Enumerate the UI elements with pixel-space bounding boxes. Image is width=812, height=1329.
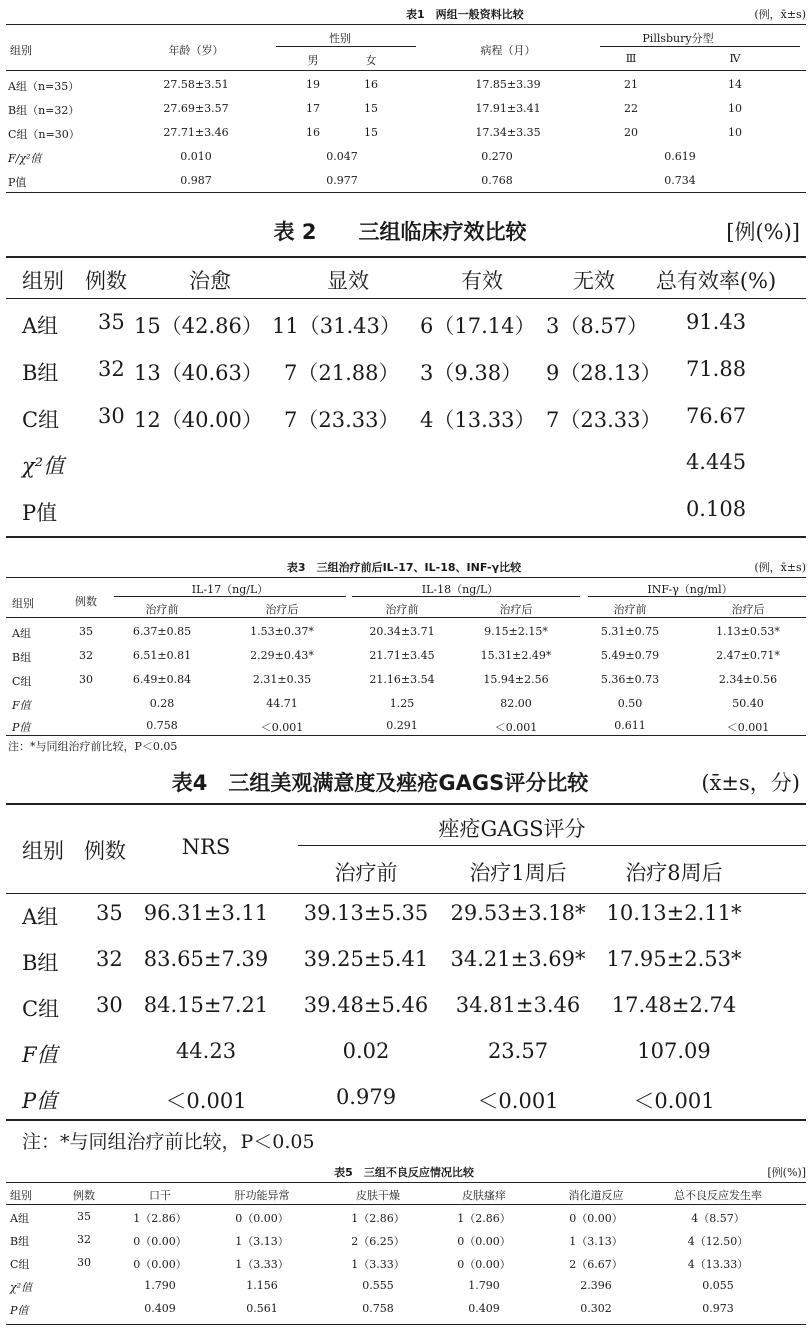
t1-cell: 0.047 [326, 150, 358, 163]
t5-cell: B组 [10, 1235, 30, 1248]
t5-cell: 1.790 [468, 1279, 500, 1292]
t5-cell: 0（0.00） [457, 1235, 511, 1248]
table-2 [0, 210, 812, 540]
t1-cell: 0.619 [664, 150, 696, 163]
t2-cell: 7（23.33） [546, 408, 662, 432]
t5-cell: 2（6.67） [569, 1258, 623, 1271]
t1-cell: 21 [624, 78, 638, 91]
t2-cell: 9（28.13） [546, 361, 662, 385]
t1-cell: 0.977 [326, 174, 358, 187]
t5-cell: 1（3.33） [235, 1258, 289, 1271]
t1-cell: 14 [728, 78, 742, 91]
t1-h-sex: 性别 [329, 32, 351, 45]
t5-cell: 0.302 [580, 1302, 612, 1315]
t2-cell: 4.445 [685, 450, 747, 474]
t5-cell: 4（8.57） [691, 1212, 745, 1225]
t3-cell: 0.291 [386, 719, 418, 732]
t4-cell: C组 [22, 997, 60, 1021]
t3-cell: ＜0.001 [494, 721, 538, 734]
t4-h-w1: 治疗1周后 [469, 861, 567, 885]
t5-cell: 35 [77, 1210, 91, 1223]
t2-cell: 3（9.38） [420, 361, 523, 385]
table-4 [0, 765, 812, 1155]
table-2-caption: 表 2 三组临床疗效比较 [273, 220, 527, 244]
t2-cell: 4（13.33） [420, 408, 536, 432]
t5-cell: 0（0.00） [235, 1212, 289, 1225]
t4-cell: 34.21±3.69* [450, 947, 586, 971]
t1-cell: P值 [8, 176, 27, 189]
t3-cell: ＜0.001 [260, 721, 304, 734]
t4-cell: B组 [22, 951, 59, 975]
table-5 [0, 1160, 812, 1329]
table-4-note: 注：*与同组治疗前比较，P＜0.05 [22, 1131, 315, 1153]
t5-h-cell: 肝功能异常 [234, 1189, 290, 1202]
t1-cell: 27.69±3.57 [163, 102, 229, 115]
t4-h-pre: 治疗前 [334, 861, 398, 885]
t2-cell: B组 [22, 361, 59, 385]
t3-h-post: 治疗后 [731, 603, 765, 616]
t4-h-nrs: NRS [181, 835, 231, 859]
t3-cell: 5.49±0.79 [600, 649, 660, 662]
t3-cell: 1.13±0.53* [716, 625, 780, 638]
t2-cell: C组 [22, 408, 60, 432]
t3-cell: C组 [12, 675, 32, 688]
t1-cell: 0.768 [481, 174, 513, 187]
t5-cell: 0.561 [246, 1302, 278, 1315]
t5-cell: 0.055 [702, 1279, 734, 1292]
t2-cell: 0.108 [685, 497, 747, 521]
t1-cell: 0.010 [180, 150, 212, 163]
t3-cell: 35 [79, 625, 93, 638]
t1-h-course: 病程（月） [480, 44, 536, 57]
t2-cell: 30 [98, 404, 125, 428]
t3-cell: 21.71±3.45 [369, 649, 435, 662]
t3-cell: 9.15±2.15* [484, 625, 548, 638]
t2-h-cured: 治愈 [189, 269, 231, 293]
t1-cell: 19 [306, 78, 320, 91]
t5-cell: C组 [10, 1258, 30, 1271]
t5-cell: 2（6.25） [351, 1235, 405, 1248]
t5-h-cell: 皮肤干燥 [356, 1189, 400, 1202]
t1-h-age: 年龄（岁） [168, 44, 224, 57]
t5-h-cell: 口干 [149, 1189, 171, 1202]
t5-cell: 1（2.86） [351, 1212, 405, 1225]
t3-cell: 1.25 [389, 697, 415, 710]
t3-h-inf: INF-γ（ng/ml） [647, 583, 733, 596]
t4-cell: ＜0.001 [477, 1089, 559, 1113]
table-3-note: 注：*与同组治疗前比较，P＜0.05 [8, 740, 178, 753]
t1-cell: 10 [728, 102, 742, 115]
t4-cell: 96.31±3.11 [143, 901, 269, 925]
t2-cell: 32 [98, 357, 125, 381]
t3-cell: 2.47±0.71* [716, 649, 780, 662]
t3-cell: 20.34±3.71 [369, 625, 435, 638]
t1-cell: F/χ²值 [8, 152, 42, 165]
t5-cell: 1（3.13） [569, 1235, 623, 1248]
table-1-caption: 表1 两组一般资料比较 [406, 8, 524, 21]
t2-h-group: 组别 [22, 269, 64, 293]
t5-cell: 1（3.33） [351, 1258, 405, 1271]
t1-h-p4: Ⅳ [729, 52, 741, 65]
t3-cell: P值 [12, 721, 31, 734]
t5-h-cell: 消化道反应 [568, 1189, 624, 1202]
t1-cell: 17.91±3.41 [475, 102, 541, 115]
t1-cell: 17.85±3.39 [475, 78, 541, 91]
t4-cell: ＜0.001 [633, 1089, 715, 1113]
t5-cell: 1.790 [144, 1279, 176, 1292]
t3-h-post: 治疗后 [265, 603, 299, 616]
t2-h-effective: 有效 [461, 269, 503, 293]
t5-cell: 1（3.13） [235, 1235, 289, 1248]
t3-cell: 50.40 [732, 697, 764, 710]
t4-cell: 0.979 [335, 1085, 397, 1109]
t5-h-cell: 总不良反应发生率 [674, 1189, 762, 1202]
t4-cell: 17.95±2.53* [606, 947, 742, 971]
t3-cell: 15.94±2.56 [483, 673, 549, 686]
t1-cell: 15 [364, 102, 378, 115]
t3-cell: 82.00 [500, 697, 532, 710]
t5-cell: 0.758 [362, 1302, 394, 1315]
table-5-unit: [例(%)] [767, 1166, 806, 1179]
t2-cell: 11（31.43） [272, 314, 401, 338]
t2-cell: 13（40.63） [134, 361, 263, 385]
t3-cell: A组 [12, 627, 31, 640]
t4-h-group: 组别 [22, 839, 64, 863]
t2-cell: 35 [98, 310, 125, 334]
t5-cell: 0.409 [144, 1302, 176, 1315]
t1-cell: 0.734 [664, 174, 696, 187]
t1-cell: 10 [728, 126, 742, 139]
t1-cell: 27.58±3.51 [163, 78, 229, 91]
t5-cell: 1.156 [246, 1279, 278, 1292]
t2-h-invalid: 无效 [573, 269, 615, 293]
t3-cell: 6.51±0.81 [132, 649, 192, 662]
t3-cell: 0.28 [149, 697, 175, 710]
t5-cell: 4（13.33） [687, 1258, 749, 1271]
t1-cell: A组（n=35） [8, 80, 80, 93]
t4-cell: A组 [22, 905, 59, 929]
t2-cell: χ²值 [22, 454, 65, 478]
t4-cell: 10.13±2.11* [606, 901, 742, 925]
t5-cell: 1（2.86） [133, 1212, 187, 1225]
t2-h-n: 例数 [85, 269, 127, 293]
t3-cell: 0.50 [617, 697, 643, 710]
t3-h-n: 例数 [75, 595, 97, 608]
t1-h-pills: Pillsbury分型 [642, 32, 714, 45]
t4-cell: 32 [96, 947, 123, 971]
t3-cell: 5.36±0.73 [600, 673, 660, 686]
t4-cell: P值 [22, 1089, 58, 1113]
t5-cell: 0（0.00） [133, 1235, 187, 1248]
t5-cell: A组 [10, 1212, 29, 1225]
t2-cell: 3（8.57） [546, 314, 649, 338]
t5-cell: χ²值 [10, 1281, 33, 1294]
t1-h-p3: Ⅲ [625, 52, 637, 65]
t4-cell: 39.48±5.46 [303, 993, 429, 1017]
t2-cell: 6（17.14） [420, 314, 536, 338]
t3-h-pre: 治疗前 [145, 603, 179, 616]
t4-cell: F值 [22, 1043, 58, 1067]
t3-h-il18: IL-18（ng/L） [421, 583, 499, 596]
t5-cell: 2.396 [580, 1279, 612, 1292]
t3-cell: 0.758 [146, 719, 178, 732]
t5-cell: 30 [77, 1256, 91, 1269]
t1-cell: 16 [306, 126, 320, 139]
t3-cell: B组 [12, 651, 32, 664]
t1-cell: 20 [624, 126, 638, 139]
t4-cell: 35 [96, 901, 123, 925]
t4-cell: 23.57 [487, 1039, 549, 1063]
t5-cell: P值 [10, 1304, 29, 1317]
t2-h-total: 总有效率(%) [655, 269, 777, 293]
table-4-unit: (x̄±s，分) [701, 771, 800, 795]
t5-h-cell: 组别 [10, 1189, 32, 1202]
table-3 [0, 555, 812, 755]
t2-cell: 7（23.33） [284, 408, 400, 432]
t4-h-w8: 治疗8周后 [625, 861, 723, 885]
t4-cell: 30 [96, 993, 123, 1017]
t3-cell: 2.34±0.56 [718, 673, 778, 686]
t3-cell: 21.16±3.54 [369, 673, 435, 686]
t3-h-post: 治疗后 [499, 603, 533, 616]
t3-h-pre: 治疗前 [385, 603, 419, 616]
t4-cell: 29.53±3.18* [450, 901, 586, 925]
t2-cell: A组 [22, 314, 59, 338]
t5-cell: 0.555 [362, 1279, 394, 1292]
t5-cell: 0.973 [702, 1302, 734, 1315]
t5-cell: 4（12.50） [687, 1235, 749, 1248]
t3-h-group: 组别 [12, 597, 34, 610]
t3-cell: 6.49±0.84 [132, 673, 192, 686]
t3-cell: 15.31±2.49* [480, 649, 552, 662]
t1-cell: 22 [624, 102, 638, 115]
t1-h-male: 男 [307, 54, 319, 67]
t4-h-gags: 痤疮GAGS评分 [438, 817, 586, 841]
t3-cell: 0.611 [614, 719, 646, 732]
t5-cell: 1（2.86） [457, 1212, 511, 1225]
t1-cell: 17.34±3.35 [475, 126, 541, 139]
t4-cell: ＜0.001 [165, 1089, 247, 1113]
table-1 [0, 0, 812, 195]
table-2-unit: [例(%)] [726, 220, 800, 244]
t4-cell: 84.15±7.21 [143, 993, 269, 1017]
t5-cell: 0（0.00） [457, 1258, 511, 1271]
t3-h-il17: IL-17（ng/L） [191, 583, 269, 596]
t5-cell: 32 [77, 1233, 91, 1246]
table-1-unit: (例，x̄±s) [754, 8, 806, 21]
t1-cell: 0.270 [481, 150, 513, 163]
t4-cell: 107.09 [637, 1039, 711, 1063]
t3-cell: 44.71 [266, 697, 298, 710]
t3-cell: 30 [79, 673, 93, 686]
t2-cell: 15（42.86） [134, 314, 263, 338]
t5-cell: 0.409 [468, 1302, 500, 1315]
t2-cell: 12（40.00） [134, 408, 263, 432]
table-5-caption: 表5 三组不良反应情况比较 [334, 1166, 474, 1179]
t4-cell: 34.81±3.46 [455, 993, 581, 1017]
t4-cell: 0.02 [342, 1039, 390, 1063]
t3-cell: 1.53±0.37* [250, 625, 314, 638]
t1-h-group: 组别 [10, 44, 32, 57]
t2-cell: 71.88 [685, 357, 747, 381]
t1-cell: 15 [364, 126, 378, 139]
t5-cell: 0（0.00） [569, 1212, 623, 1225]
t3-cell: 6.37±0.85 [132, 625, 192, 638]
t5-h-cell: 例数 [73, 1189, 95, 1202]
t1-cell: B组（n=32） [8, 104, 80, 117]
t4-cell: 83.65±7.39 [143, 947, 269, 971]
t3-cell: 5.31±0.75 [600, 625, 660, 638]
t5-h-cell: 皮肤瘙痒 [462, 1189, 506, 1202]
t1-cell: 0.987 [180, 174, 212, 187]
t3-cell: 2.29±0.43* [250, 649, 314, 662]
t1-cell: 27.71±3.46 [163, 126, 229, 139]
t2-cell: 7（21.88） [284, 361, 400, 385]
t2-cell: 76.67 [685, 404, 747, 428]
t3-cell: 2.31±0.35 [252, 673, 312, 686]
t2-cell: 91.43 [685, 310, 747, 334]
t2-cell: P值 [22, 501, 58, 525]
t3-cell: F值 [12, 699, 31, 712]
t2-h-marked: 显效 [327, 269, 369, 293]
t3-cell: 32 [79, 649, 93, 662]
t3-cell: ＜0.001 [726, 721, 770, 734]
t5-cell: 0（0.00） [133, 1258, 187, 1271]
table-3-caption: 表3 三组治疗前后IL-17、IL-18、INF-γ比较 [286, 561, 522, 574]
t1-cell: C组（n=30） [8, 128, 80, 141]
table-3-unit: (例，x̄±s) [754, 561, 806, 574]
t4-h-n: 例数 [84, 839, 126, 863]
t4-cell: 17.48±2.74 [611, 993, 737, 1017]
t1-cell: 17 [306, 102, 320, 115]
t4-cell: 39.13±5.35 [303, 901, 429, 925]
t4-cell: 39.25±5.41 [303, 947, 429, 971]
table-4-caption: 表4 三组美观满意度及痤疮GAGS评分比较 [171, 771, 589, 795]
t1-cell: 16 [364, 78, 378, 91]
t1-h-female: 女 [365, 54, 377, 67]
t3-h-pre: 治疗前 [613, 603, 647, 616]
t4-cell: 44.23 [175, 1039, 237, 1063]
